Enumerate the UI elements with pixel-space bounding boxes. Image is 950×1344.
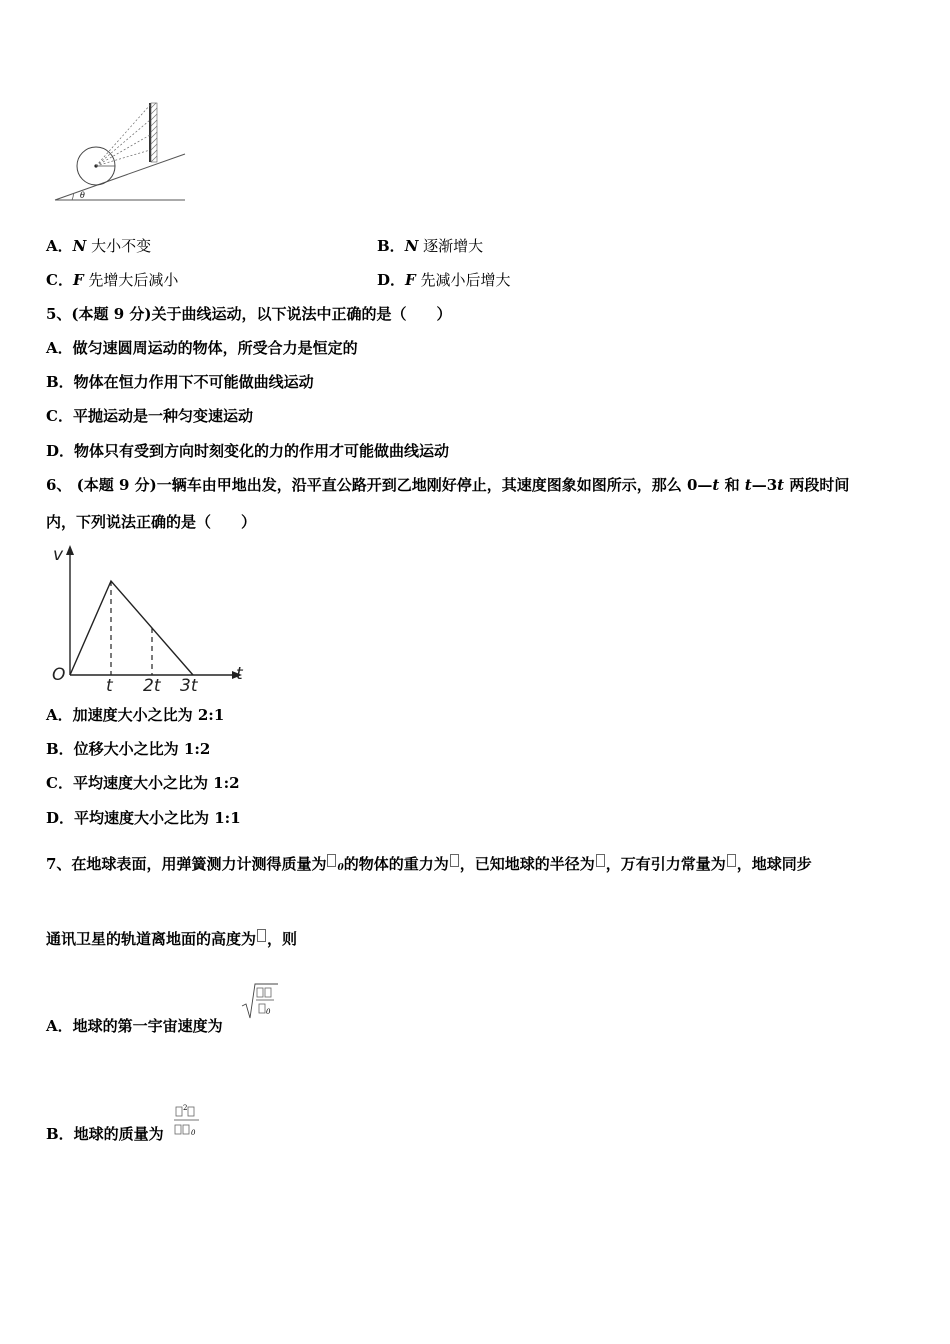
q6-stem: 6、 (本题 9 分)一辆车由甲地出发，沿平直公路开到乙地刚好停止，其速度图象如图所示，那么 0—t 和 t—3t 两段时间 [46,476,850,494]
q7-option-b: B．地球的质量为 [46,1125,164,1143]
q4-option-d: D．F 先减小后增大 [377,271,511,289]
svg-text:0: 0 [266,1008,271,1016]
q7-stem: 7、在地球表面，用弹簧测力计测得质量为 0的物体的重力为 ，已知地球的半径为 ，万有引力常量为 ，地球同步 [46,855,812,873]
angle-theta-label: θ [80,191,85,200]
q4-option-b: B．N 逐渐增大 [377,237,484,255]
symbol-placeholder [727,854,736,867]
v-axis-arrow [66,545,74,555]
t-axis-label: t [236,664,243,684]
q5-option-d: D．物体只有受到方向时刻变化的力的作用才可能做曲线运动 [46,442,450,460]
symbol-placeholder [596,854,605,867]
tick-label-t: t [106,676,113,695]
q4-option-a: A．N 大小不变 [46,237,152,255]
mass-fraction-formula [172,1100,204,1144]
q5-option-b: B．物体在恒力作用下不可能做曲线运动 [46,373,314,391]
q6-stem-line2: 内，下列说法正确的是（ ） [46,513,257,531]
q6-option-b: B．位移大小之比为 1:2 [46,740,211,758]
svg-text:2: 2 [183,1104,188,1112]
incline-ball-figure [50,100,195,208]
q5-option-a: A．做匀速圆周运动的物体，所受合力是恒定的 [46,339,358,357]
velocity-time-graph [48,543,252,695]
tick-label-3t: 3t [180,676,198,695]
origin-label: O [52,665,66,685]
velocity-line [70,581,193,675]
q7-stem-line2: 通讯卫星的轨道离地面的高度为 ，则 [46,930,298,948]
q6-option-d: D．平均速度大小之比为 1:1 [46,809,241,827]
symbol-placeholder [257,929,266,942]
q5-option-c: C．平抛运动是一种匀变速运动 [46,407,253,425]
symbol-placeholder [327,854,336,867]
sqrt-fraction-formula [240,980,280,1024]
svg-text:0: 0 [191,1129,196,1137]
q4-option-c: C．F 先增大后减小 [46,271,179,289]
tick-label-2t: 2t [143,676,161,695]
q5-stem: 5、(本题 9 分)关于曲线运动，以下说法中正确的是（ ） [46,305,452,323]
v-axis-label: v [53,545,64,565]
q6-option-a: A．加速度大小之比为 2:1 [46,706,225,724]
q6-option-c: C．平均速度大小之比为 1:2 [46,774,240,792]
q7-option-a: A．地球的第一宇宙速度为 [46,1017,223,1035]
symbol-placeholder [450,854,459,867]
